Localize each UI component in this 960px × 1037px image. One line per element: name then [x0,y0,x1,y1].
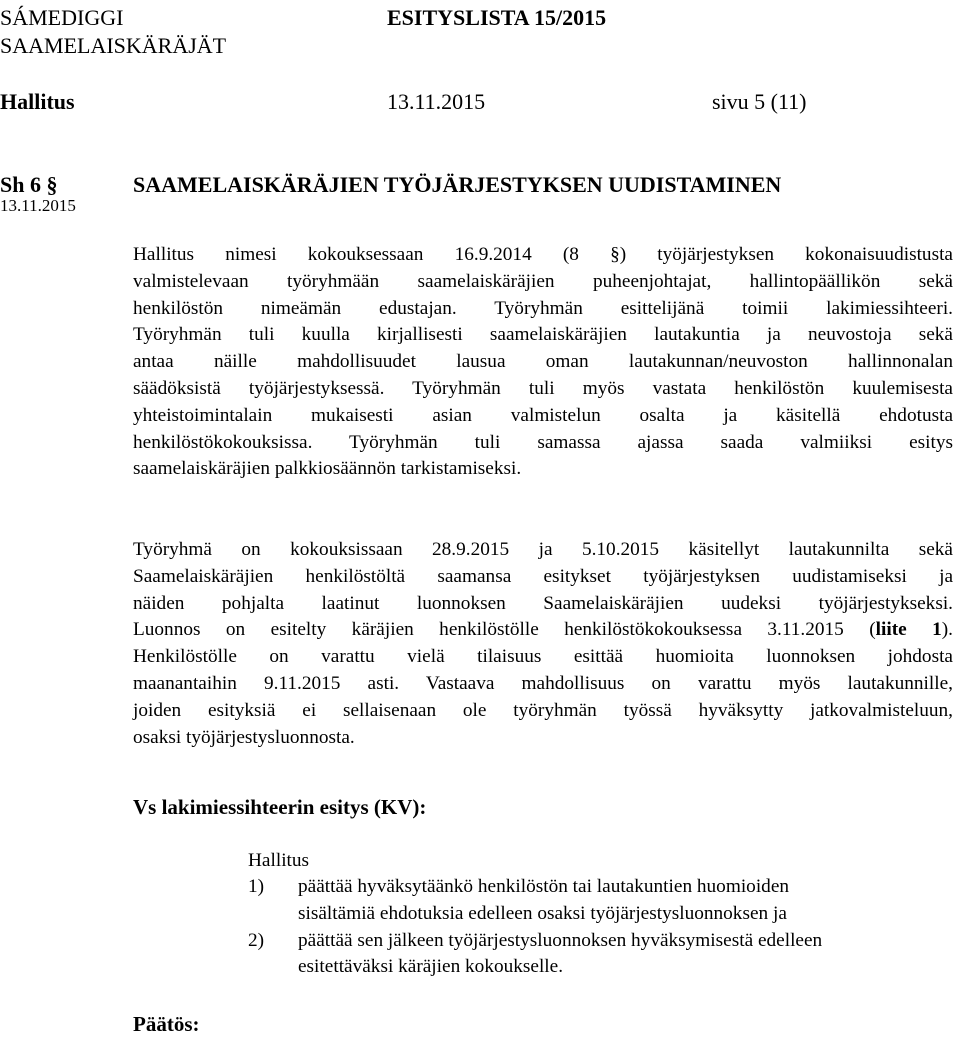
text-line: osaksi työjärjestysluonnosta. [133,726,355,748]
agenda-id: ESITYSLISTA 15/2015 [387,5,607,30]
item-number: 1) [248,876,265,897]
proposal-heading: Vs lakimiessihteerin esitys (KV): [133,795,427,819]
text-line: yhteistoimintalain mukaisesti asian valmistelun osalta ja käsitellä ehdotusta [133,404,953,426]
paragraph-background [133,242,953,483]
text-line: maanantaihin 9.11.2015 asti. Vastaava mahdollisuus on varattu myös lautakunnille, [133,672,953,694]
proposal-item [248,928,948,982]
text-line: Työryhmä on kokouksissaan 28.9.2015 ja 5.10.2015 käsitellyt lautakunnilta sekä [133,539,953,560]
text-line: Hallitus nimesi kokouksessaan 16.9.2014 (8 §) työjärjestyksen kokonaisuudistusta [133,244,953,265]
text-line-attachment [133,617,953,644]
item-number: 2) [248,929,265,951]
section-number: Sh 6 § [0,172,58,197]
proposal-item [248,874,948,928]
text-line: Saamelaiskäräjien henkilöstöltä saamansa esitykset työjärjestyksen uudistamiseksi ja [133,565,953,587]
meeting-date: 13.11.2015 [387,89,486,114]
text-line: saamelaiskäräjien palkkiosäännön tarkistamiseksi. [133,458,522,480]
attachment-reference: liite 1 [875,619,942,641]
item-text-line: päättää hyväksytäänkö henkilöstön tai lautakuntien huomioiden [298,876,790,897]
proposal-decider: Hallitus [248,850,310,871]
item-text-line: sisältämiä ehdotuksia edelleen osaksi työjärjestysluonnoksen ja [298,902,787,924]
text-line: Henkilöstölle on varattu vielä tilaisuus esittää huomioita luonnoksen johdosta [133,646,953,668]
text-line: joiden esityksiä ei sellaisenaan ole työryhmän työssä hyväksytty jatkovalmisteluun, [133,699,953,721]
text-line: säädöksistä työjärjestyksessä. Työryhmän tuli myös vastata henkilöstön kuulemisesta [133,377,953,399]
page-number: sivu 5 (11) [712,89,807,114]
organization-name-northern-sami: SÁMEDIGGI [0,5,124,30]
text-segment: Luonnos on esitelty käräjien henkilöstölle henkilöstökokouksessa 3.11.2015 ( [133,619,876,641]
item-text-line: päättää sen jälkeen työjärjestysluonnoksen hyväksymisestä edelleen [298,929,823,951]
text-line: henkilöstön nimeämän edustajan. Työryhmän esittelijänä toimii lakimiessihteeri. [133,297,953,319]
text-line: antaa näille mahdollisuudet lausua oman lautakunnan/neuvoston hallinnonalan [133,351,953,373]
text-line: henkilöstökokouksissa. Työryhmän tuli samassa ajassa saada valmiiksi esitys [133,431,953,453]
text-line: Työryhmän tuli kuulla kirjallisesti saamelaiskäräjien lautakuntia ja neuvostoja sekä [133,324,953,346]
paragraph-progress [133,537,953,751]
text-line: näiden pohjalta laatinut luonnoksen Saamelaiskäräjien uudeksi työjärjestykseksi. [133,592,953,614]
text-segment: ). [941,619,954,641]
section-date: 13.11.2015 [0,196,76,215]
board-name: Hallitus [0,89,75,114]
item-text-line: esitettäväksi käräjien kokoukselle. [298,956,564,978]
decision-heading: Päätös: [133,1012,200,1036]
text-line: valmistelevaan työryhmään saamelaiskäräjien puheenjohtajat, hallintopäällikön sekä [133,270,953,292]
proposal-list [248,874,948,981]
organization-name-finnish: SAAMELAISKÄRÄJÄT [0,33,227,58]
section-title: SAAMELAISKÄRÄJIEN TYÖJÄRJESTYKSEN UUDISTAMINEN [133,172,782,197]
